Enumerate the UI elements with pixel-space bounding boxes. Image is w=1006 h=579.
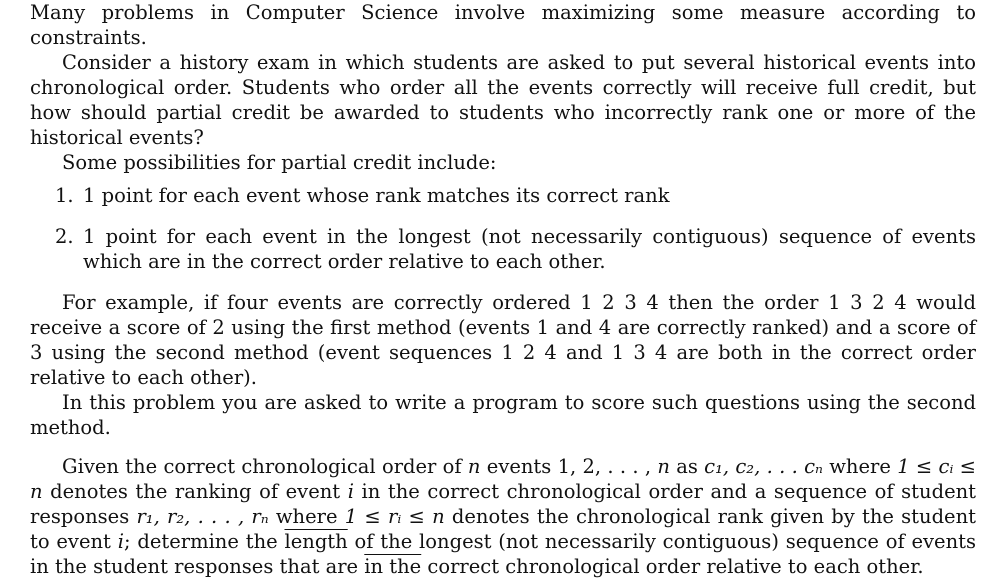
- exam-paragraph: Consider a history exam in which students are asked to put several historical events into chronological order. Students who order all the events correctly will receive full credit, but how should partial credit be awarded to students who incorrectly rank one or more of the historical events?: [30, 51, 976, 149]
- problem-statement: [30, 0, 976, 579]
- given-text: where: [268, 505, 345, 528]
- task-paragraph: In this problem you are asked to write a program to score such questions using the second method.: [30, 391, 976, 439]
- given-text: Given the correct chronological order of: [62, 455, 468, 478]
- math-n: n: [467, 455, 481, 478]
- example-paragraph: For example, if four events are correctly ordered 1 2 3 4 then the order 1 3 2 4 would receive a score of 2 using the first method (events 1 and 4 are correctly ranked) and a score of 3 using the second method (event sequences 1 2 4 and 1 3 4 are both in the correct order relative to each other).: [30, 291, 976, 389]
- list-item-text: 1 point for each event in the longest (not necessarily contiguous) sequence of events which are in the correct order relative to each other.: [83, 225, 976, 273]
- math-i: i: [347, 480, 354, 503]
- given-text: correct chronological order relative to each other.: [421, 555, 924, 578]
- list-item: [30, 224, 976, 274]
- possibilities-paragraph: Some possibilities for partial credit include:: [62, 151, 497, 174]
- given-text: as: [669, 455, 705, 478]
- partial-credit-list: [30, 183, 976, 274]
- math-r-sequence: r₁, r₂, . . . , rₙ: [136, 505, 269, 528]
- given-text: events 1, 2, . . . ,: [480, 455, 658, 478]
- given-text: denotes the ranking of event: [42, 480, 348, 503]
- intro-paragraph: Many problems in Computer Science involve maximizing some measure according to constraints.: [30, 1, 976, 49]
- list-item-number: 1.: [55, 184, 74, 207]
- given-text: of the longest (not necessarily contiguous) sequence of events in the student responses that are: [30, 530, 976, 578]
- length-word: length: [284, 530, 348, 553]
- in-the-words: in the: [364, 555, 422, 578]
- math-n: n: [657, 455, 670, 478]
- given-text: ; determine the: [123, 530, 285, 553]
- math-c-sequence: c₁, c₂, . . . cₙ: [704, 455, 823, 478]
- given-text: in the correct chronological order and a sequence of student responses: [30, 480, 976, 528]
- given-text: where: [822, 455, 898, 478]
- given-paragraph: [30, 454, 976, 579]
- math-c-condition: 1 ≤ cᵢ ≤ n: [30, 455, 977, 503]
- given-text: denotes the chronological rank given by the student to event: [30, 505, 976, 553]
- math-r-condition: 1 ≤ rᵢ ≤ n: [344, 505, 445, 528]
- list-item-text: 1 point for each event whose rank matches its correct rank: [83, 184, 670, 207]
- math-i: i: [117, 530, 124, 553]
- list-item-number: 2.: [55, 225, 74, 248]
- list-item: [30, 183, 976, 208]
